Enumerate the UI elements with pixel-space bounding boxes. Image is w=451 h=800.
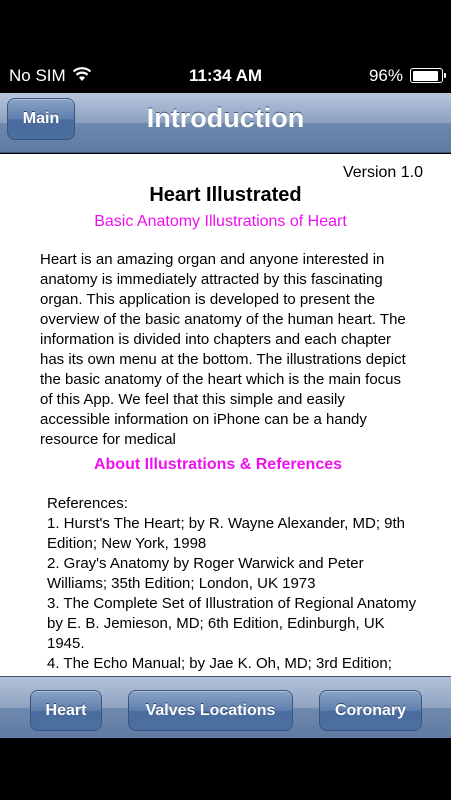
reference-item: 1. Hurst's The Heart; by R. Wayne Alexander, MD; 9th Edition; New York, 1998 xyxy=(47,515,406,552)
reference-item: 4. The Echo Manual; by Jae K. Oh, MD; 3rd Edition; xyxy=(47,655,392,672)
intro-scroll-box[interactable] xyxy=(40,250,412,448)
page-title: Introduction xyxy=(146,103,305,133)
status-bar xyxy=(0,0,451,93)
document-title: Heart Illustrated xyxy=(149,184,302,206)
references-heading: References: xyxy=(47,495,128,512)
clock-label: 11:34 AM xyxy=(188,66,263,85)
version-label: Version 1.0 xyxy=(342,164,423,181)
references-list[interactable] xyxy=(47,494,417,674)
section-heading: About Illustrations & References xyxy=(93,456,343,473)
heart-button[interactable]: Heart xyxy=(30,690,102,731)
battery-percent-label: 96% xyxy=(368,66,403,85)
bottom-toolbar xyxy=(0,676,451,738)
valves-locations-button[interactable]: Valves Locations xyxy=(128,690,293,731)
battery-fill xyxy=(413,71,439,81)
carrier-label: No SIM xyxy=(9,66,66,85)
reference-item: 3. The Complete Set of Illustration of Regional Anatomy by E. B. Jemieson, MD; 6th Edition, Edinburgh, UK 1945. xyxy=(47,595,417,652)
content-area[interactable] xyxy=(0,154,451,676)
battery-icon xyxy=(410,68,443,83)
intro-paragraph: Heart is an amazing organ and anyone interested in anatomy is immediately attracted by this fascinating organ. This application is developed to present the overview of the basic anatomy of the human heart. The information is divided into chapters and each chapter has its own menu at the bottom. The illustrations depict the basic anatomy of the heart which is the main focus of this App. We feel that this simple and easily accessible information on iPhone can be a handy resource for medical xyxy=(40,251,406,448)
main-back-button[interactable]: Main xyxy=(7,98,75,140)
bottom-bar xyxy=(0,738,451,800)
navigation-bar xyxy=(0,93,451,153)
document-subtitle: Basic Anatomy Illustrations of Heart xyxy=(94,213,347,230)
reference-item: 2. Gray's Anatomy by Roger Warwick and Peter Williams; 35th Edition; London, UK 1973 xyxy=(47,555,364,592)
coronary-button[interactable]: Coronary xyxy=(319,690,422,731)
